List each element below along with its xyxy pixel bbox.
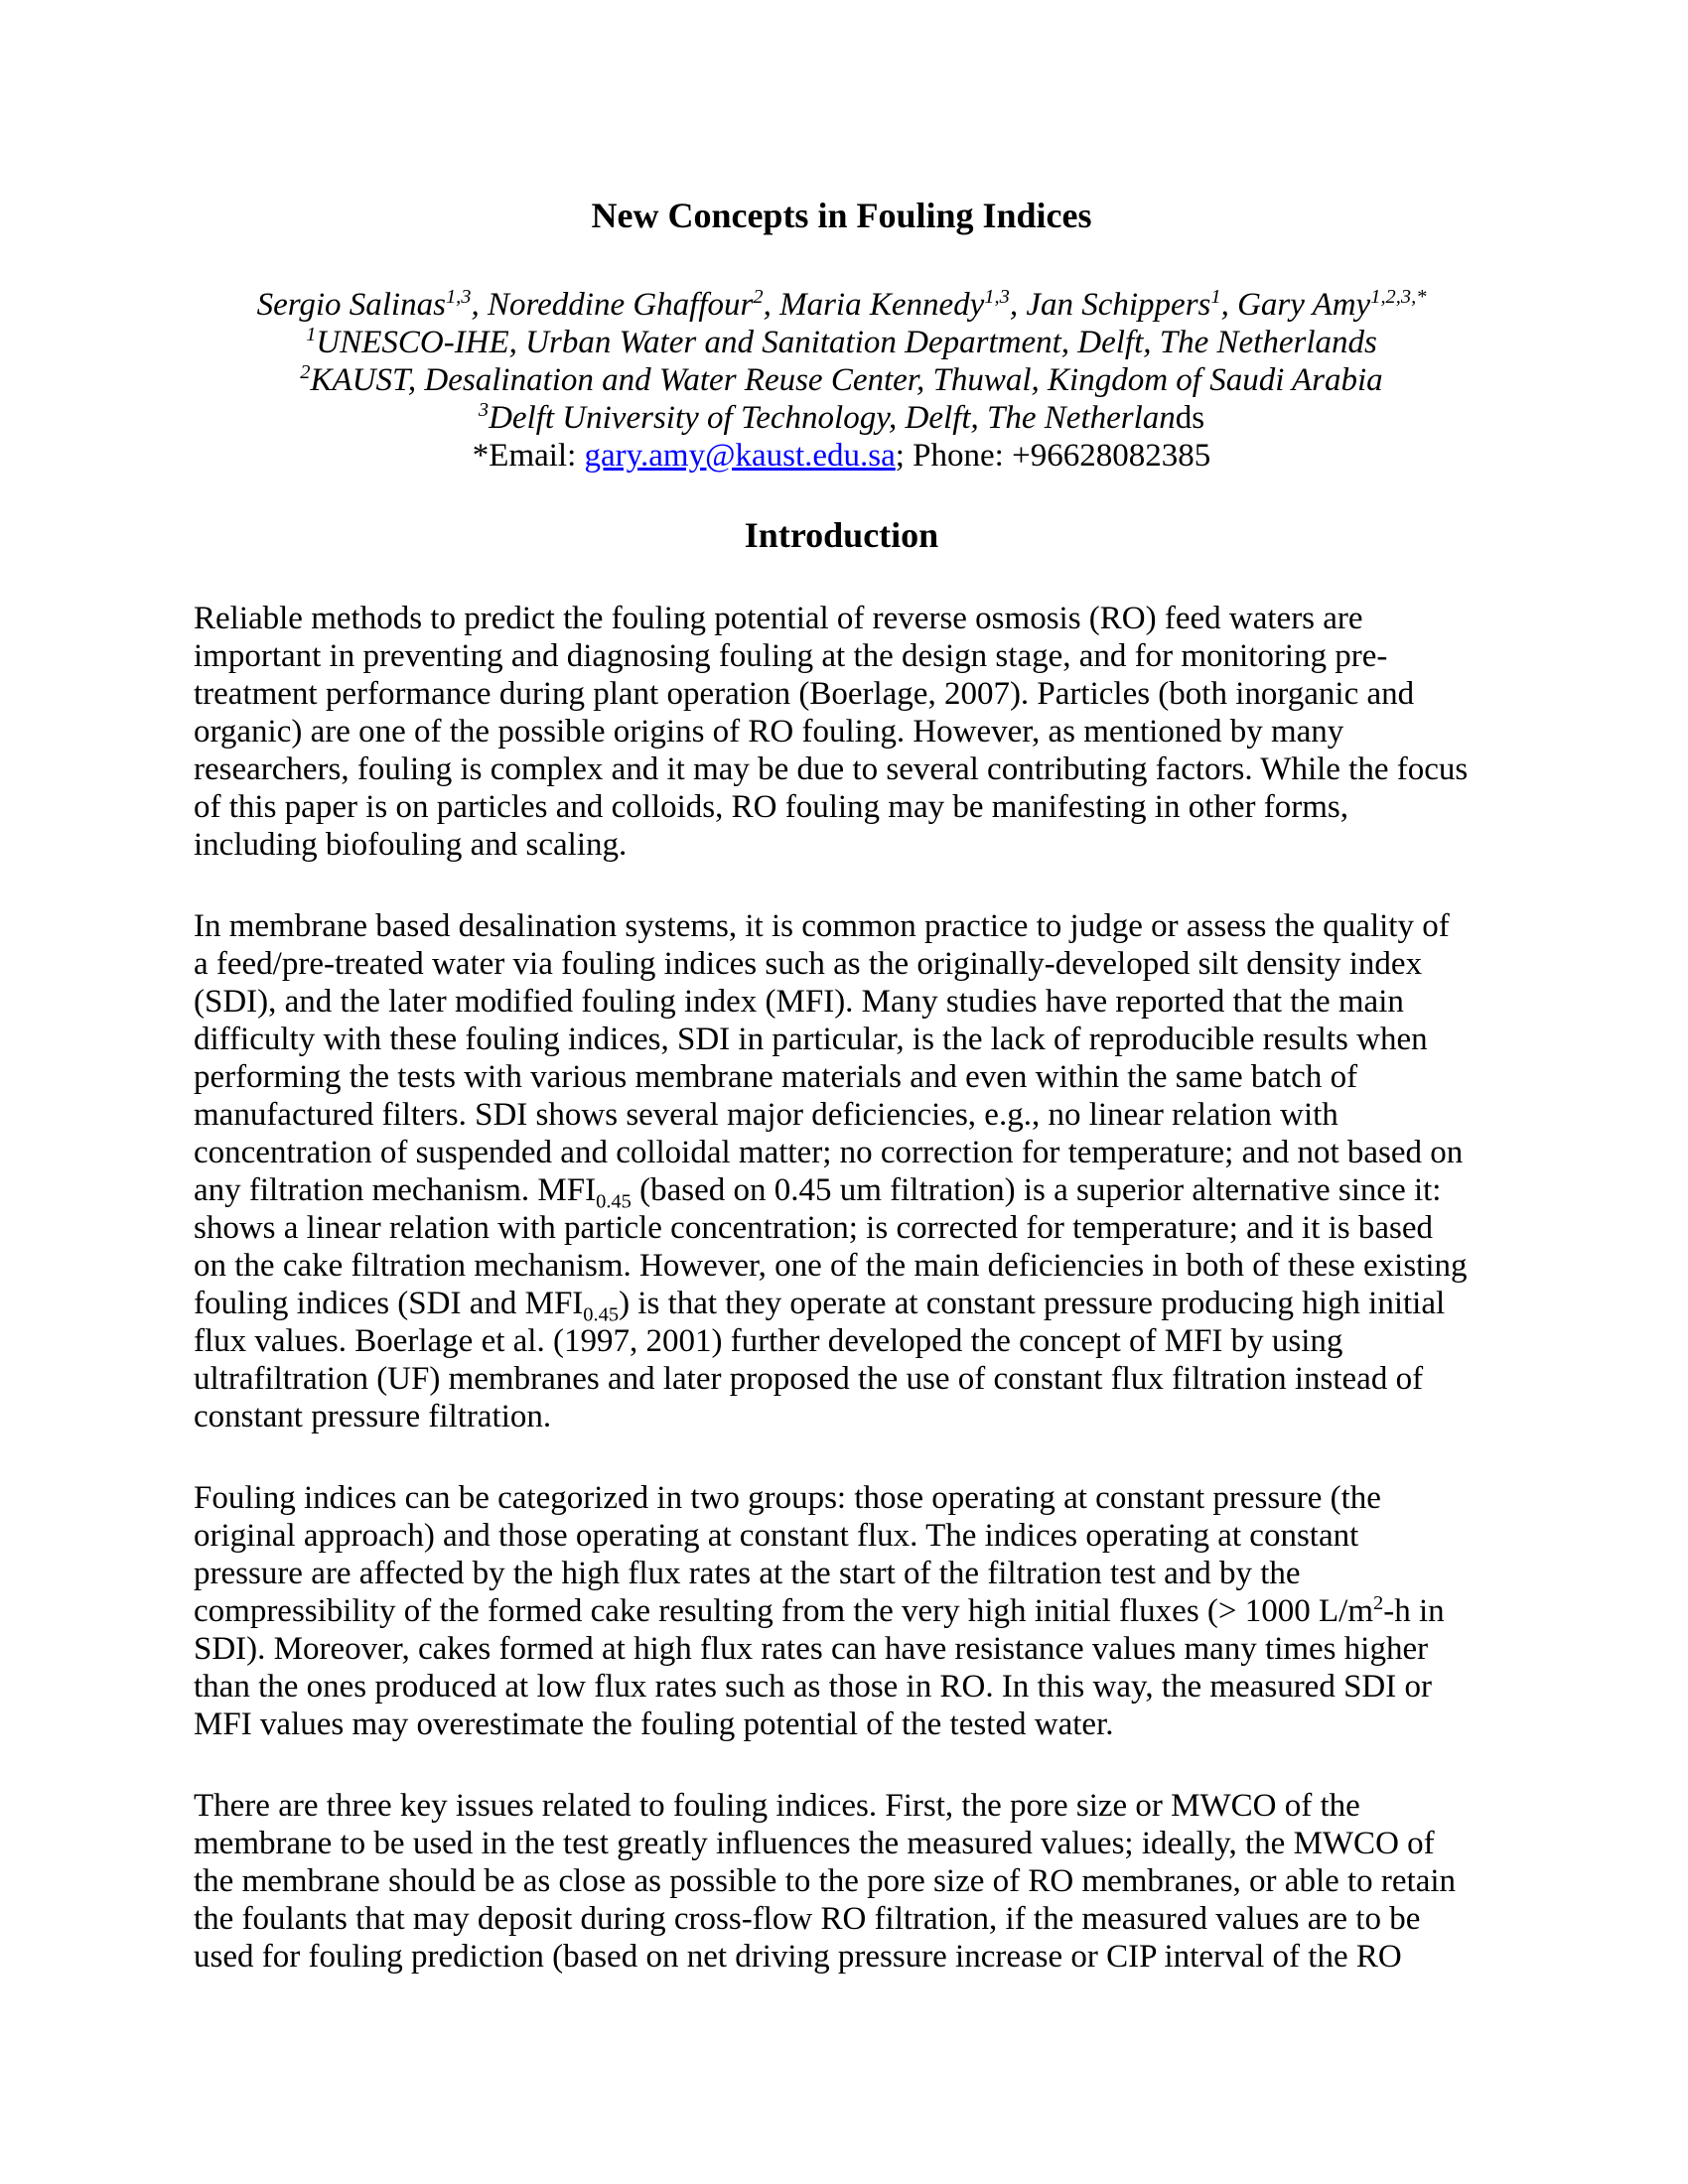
- text-segment: Delft University of Technology, Delft, The Netherlan: [489, 400, 1176, 436]
- text-segment: researchers, fouling is complex and it may be due to several contributing factors. While the focus: [194, 751, 1469, 787]
- text-segment: manufactured filters. SDI shows several major deficiencies, e.g., no linear relation with: [194, 1097, 1338, 1133]
- email-link[interactable]: gary.amy@kaust.edu.sa: [584, 438, 896, 474]
- text-segment: any filtration mechanism. MFI: [194, 1172, 597, 1208]
- text-line: [194, 1706, 1489, 1743]
- text-segment: (SDI), and the later modified fouling index (MFI). Many studies have reported that the main: [194, 984, 1404, 1020]
- text-segment: MFI values may overestimate the fouling potential of the tested water.: [194, 1706, 1114, 1742]
- text-segment: 1,2,3,*: [1370, 286, 1427, 308]
- text-segment: KAUST, Desalination and Water Reuse Center, Thuwal, Kingdom of Saudi Arabia: [310, 362, 1383, 398]
- text-line: [194, 1938, 1489, 1976]
- text-segment: than the ones produced at low flux rates such as those in RO. In this way, the measured SDI or: [194, 1669, 1432, 1705]
- affiliation-line-1: [194, 324, 1489, 361]
- text-line: [194, 788, 1489, 826]
- paragraph: [194, 1787, 1489, 1976]
- text-segment: difficulty with these fouling indices, SDI in particular, is the lack of reproducible results when: [194, 1022, 1428, 1057]
- text-line: [194, 826, 1489, 864]
- text-segment: ultrafiltration (UF) membranes and later proposed the use of constant flux filtration instead of: [194, 1361, 1424, 1397]
- text-segment: on the cake filtration mechanism. However, one of the main deficiencies in both of these existing: [194, 1248, 1468, 1284]
- text-segment: ; Phone: +96628082385: [895, 438, 1211, 474]
- text-segment: 2: [300, 361, 311, 383]
- text-segment: concentration of suspended and colloidal matter; no correction for temperature; and not based on: [194, 1135, 1464, 1170]
- text-segment: original approach) and those operating at constant flux. The indices operating at constant: [194, 1518, 1359, 1554]
- text-segment: 1,3: [984, 286, 1010, 308]
- text-line: [194, 713, 1489, 751]
- text-segment: , Jan Schippers: [1009, 287, 1211, 323]
- text-line: [194, 1134, 1489, 1171]
- author-block: [194, 286, 1489, 475]
- text-segment: Fouling indices can be categorized in two groups: those operating at constant pressure (the: [194, 1480, 1381, 1516]
- text-line: [194, 1825, 1489, 1862]
- text-line: [194, 637, 1489, 675]
- text-line: [194, 1021, 1489, 1058]
- affiliation-line-2: [194, 361, 1489, 399]
- text-segment: a feed/pre-treated water via fouling indices such as the originally-developed silt density index: [194, 946, 1423, 982]
- text-segment: UNESCO-IHE, Urban Water and Sanitation Department, Delft, The Netherlands: [316, 325, 1377, 360]
- text-segment: fouling indices (SDI and MFI: [194, 1286, 584, 1321]
- text-line: [194, 1209, 1489, 1247]
- text-segment: 1: [306, 324, 317, 345]
- text-segment: 0.45: [583, 1303, 620, 1326]
- text-segment: of this paper is on particles and colloids, RO fouling may be manifesting in other forms,: [194, 789, 1349, 825]
- text-segment: There are three key issues related to fouling indices. First, the pore size or MWCO of the: [194, 1788, 1360, 1824]
- text-segment: , Noreddine Ghaffour: [471, 287, 754, 323]
- text-line: [194, 1058, 1489, 1096]
- text-segment: ) is that they operate at constant pressure producing high initial: [619, 1286, 1446, 1321]
- text-line: [194, 1171, 1489, 1213]
- text-segment: -h in: [1383, 1593, 1445, 1629]
- text-line: [194, 1517, 1489, 1555]
- text-segment: (based on 0.45 um filtration) is a superior alternative since it:: [631, 1172, 1442, 1208]
- text-segment: 1: [1210, 286, 1221, 308]
- text-line: [194, 1096, 1489, 1134]
- text-segment: 0.45: [596, 1190, 632, 1213]
- text-segment: performing the tests with various membrane materials and even within the same batch of: [194, 1059, 1358, 1095]
- authors-line: [194, 286, 1489, 324]
- text-segment: In membrane based desalination systems, it is common practice to judge or assess the quality of: [194, 908, 1450, 944]
- text-line: [194, 1787, 1489, 1825]
- text-line: [194, 1592, 1489, 1630]
- section-heading: Introduction: [744, 515, 939, 555]
- text-segment: important in preventing and diagnosing fouling at the design stage, and for monitoring pre-: [194, 638, 1388, 674]
- affiliation-line-3: [194, 399, 1489, 437]
- text-segment: 2: [753, 286, 764, 308]
- text-segment: shows a linear relation with particle concentration; is corrected for temperature; and it is based: [194, 1210, 1434, 1246]
- text-segment: , Maria Kennedy: [763, 287, 985, 323]
- text-segment: the foulants that may deposit during cross-flow RO filtration, if the measured values are to be: [194, 1901, 1421, 1937]
- text-segment: SDI). Moreover, cakes formed at high flux rates can have resistance values many times higher: [194, 1631, 1429, 1667]
- text-line: [194, 675, 1489, 713]
- text-segment: *Email:: [472, 438, 585, 474]
- text-line: [194, 1862, 1489, 1900]
- text-line: [194, 945, 1489, 983]
- text-line: [194, 907, 1489, 945]
- text-segment: Reliable methods to predict the fouling potential of reverse osmosis (RO) feed waters are: [194, 601, 1363, 636]
- article-body: [194, 600, 1489, 1976]
- text-segment: treatment performance during plant operation (Boerlage, 2007). Particles (both inorganic and: [194, 676, 1415, 712]
- text-segment: ds: [1175, 400, 1205, 436]
- text-line: [194, 1479, 1489, 1517]
- text-line: [194, 600, 1489, 637]
- text-segment: including biofouling and scaling.: [194, 827, 628, 863]
- text-line: [194, 1247, 1489, 1285]
- text-segment: the membrane should be as close as possible to the pore size of RO membranes, or able to retain: [194, 1863, 1457, 1899]
- text-line: [194, 1900, 1489, 1938]
- text-line: [194, 1360, 1489, 1398]
- contact-line: [194, 437, 1489, 475]
- text-segment: 3: [478, 399, 490, 421]
- text-segment: , Gary Amy: [1220, 287, 1371, 323]
- paragraph: [194, 600, 1489, 864]
- text-segment: 2: [1373, 1592, 1384, 1614]
- text-segment: 1,3: [445, 286, 472, 308]
- text-segment: membrane to be used in the test greatly influences the measured values; ideally, the MWCO of: [194, 1826, 1435, 1861]
- text-line: [194, 751, 1489, 788]
- text-segment: pressure are affected by the high flux rates at the start of the filtration test and by the: [194, 1556, 1301, 1591]
- text-line: [194, 983, 1489, 1021]
- text-line: [194, 1668, 1489, 1706]
- paragraph: [194, 907, 1489, 1435]
- text-segment: compressibility of the formed cake resulting from the very high initial fluxes (> 1000 L/m: [194, 1593, 1373, 1629]
- text-segment: Sergio Salinas: [256, 287, 446, 323]
- text-segment: used for fouling prediction (based on net driving pressure increase or CIP interval of the RO: [194, 1939, 1402, 1975]
- text-line: [194, 1285, 1489, 1326]
- text-line: [194, 1630, 1489, 1668]
- text-line: [194, 1555, 1489, 1592]
- text-line: [194, 1398, 1489, 1435]
- text-segment: constant pressure filtration.: [194, 1399, 552, 1434]
- text-segment: organic) are one of the possible origins of RO fouling. However, as mentioned by many: [194, 714, 1344, 750]
- text-line: [194, 1322, 1489, 1360]
- text-segment: flux values. Boerlage et al. (1997, 2001) further developed the concept of MFI by using: [194, 1323, 1343, 1359]
- page-title: New Concepts in Fouling Indices: [591, 196, 1092, 235]
- paragraph: [194, 1479, 1489, 1743]
